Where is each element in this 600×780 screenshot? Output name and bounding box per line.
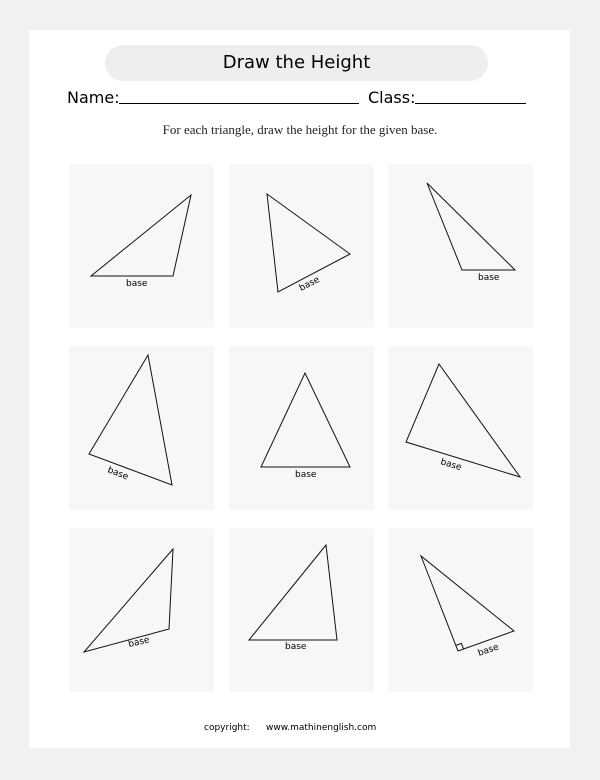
website-link[interactable]: www.mathinenglish.com (266, 723, 377, 733)
triangle-shape (267, 194, 350, 292)
class-label: Class: (368, 88, 416, 107)
name-line (119, 103, 359, 104)
name-label: Name: (67, 88, 120, 107)
triangle-shape (406, 364, 520, 477)
triangle-card-5 (229, 346, 374, 510)
triangle-shape (89, 355, 172, 485)
triangle-figure-3 (388, 164, 533, 328)
base-label: base (126, 279, 148, 289)
class-line (415, 103, 526, 104)
triangle-card-3 (388, 164, 533, 328)
triangle-shape (427, 183, 515, 270)
triangle-card-8 (229, 528, 374, 692)
base-label: base (439, 457, 463, 474)
triangle-shape (249, 545, 337, 640)
page-title: Draw the Height (105, 45, 488, 81)
triangle-card-9 (388, 528, 533, 692)
triangle-figure-9 (388, 528, 533, 692)
base-label: base (297, 275, 322, 294)
triangle-figure-2 (229, 164, 374, 328)
triangle-card-1 (69, 164, 214, 328)
triangle-shape (84, 549, 173, 652)
base-label: base (105, 465, 130, 483)
base-label: base (478, 273, 500, 283)
triangle-card-7 (69, 528, 214, 692)
instructions: For each triangle, draw the height for the given base. (162, 122, 438, 137)
triangle-figure-4 (69, 346, 214, 510)
triangle-shape (91, 195, 191, 276)
triangle-shape (261, 373, 350, 467)
triangle-figure-5 (229, 346, 374, 510)
triangle-figure-1 (69, 164, 214, 328)
base-label: base (295, 470, 317, 480)
base-label: base (285, 642, 307, 652)
triangle-card-6 (388, 346, 533, 510)
copyright-label: copyright: (204, 723, 250, 733)
triangle-shape (421, 556, 514, 651)
triangle-figure-8 (229, 528, 374, 692)
triangle-figure-6 (388, 346, 533, 510)
base-label: base (476, 642, 501, 659)
triangle-figure-7 (69, 528, 214, 692)
triangle-card-4 (69, 346, 214, 510)
base-label: base (127, 635, 151, 650)
triangle-card-2 (229, 164, 374, 328)
